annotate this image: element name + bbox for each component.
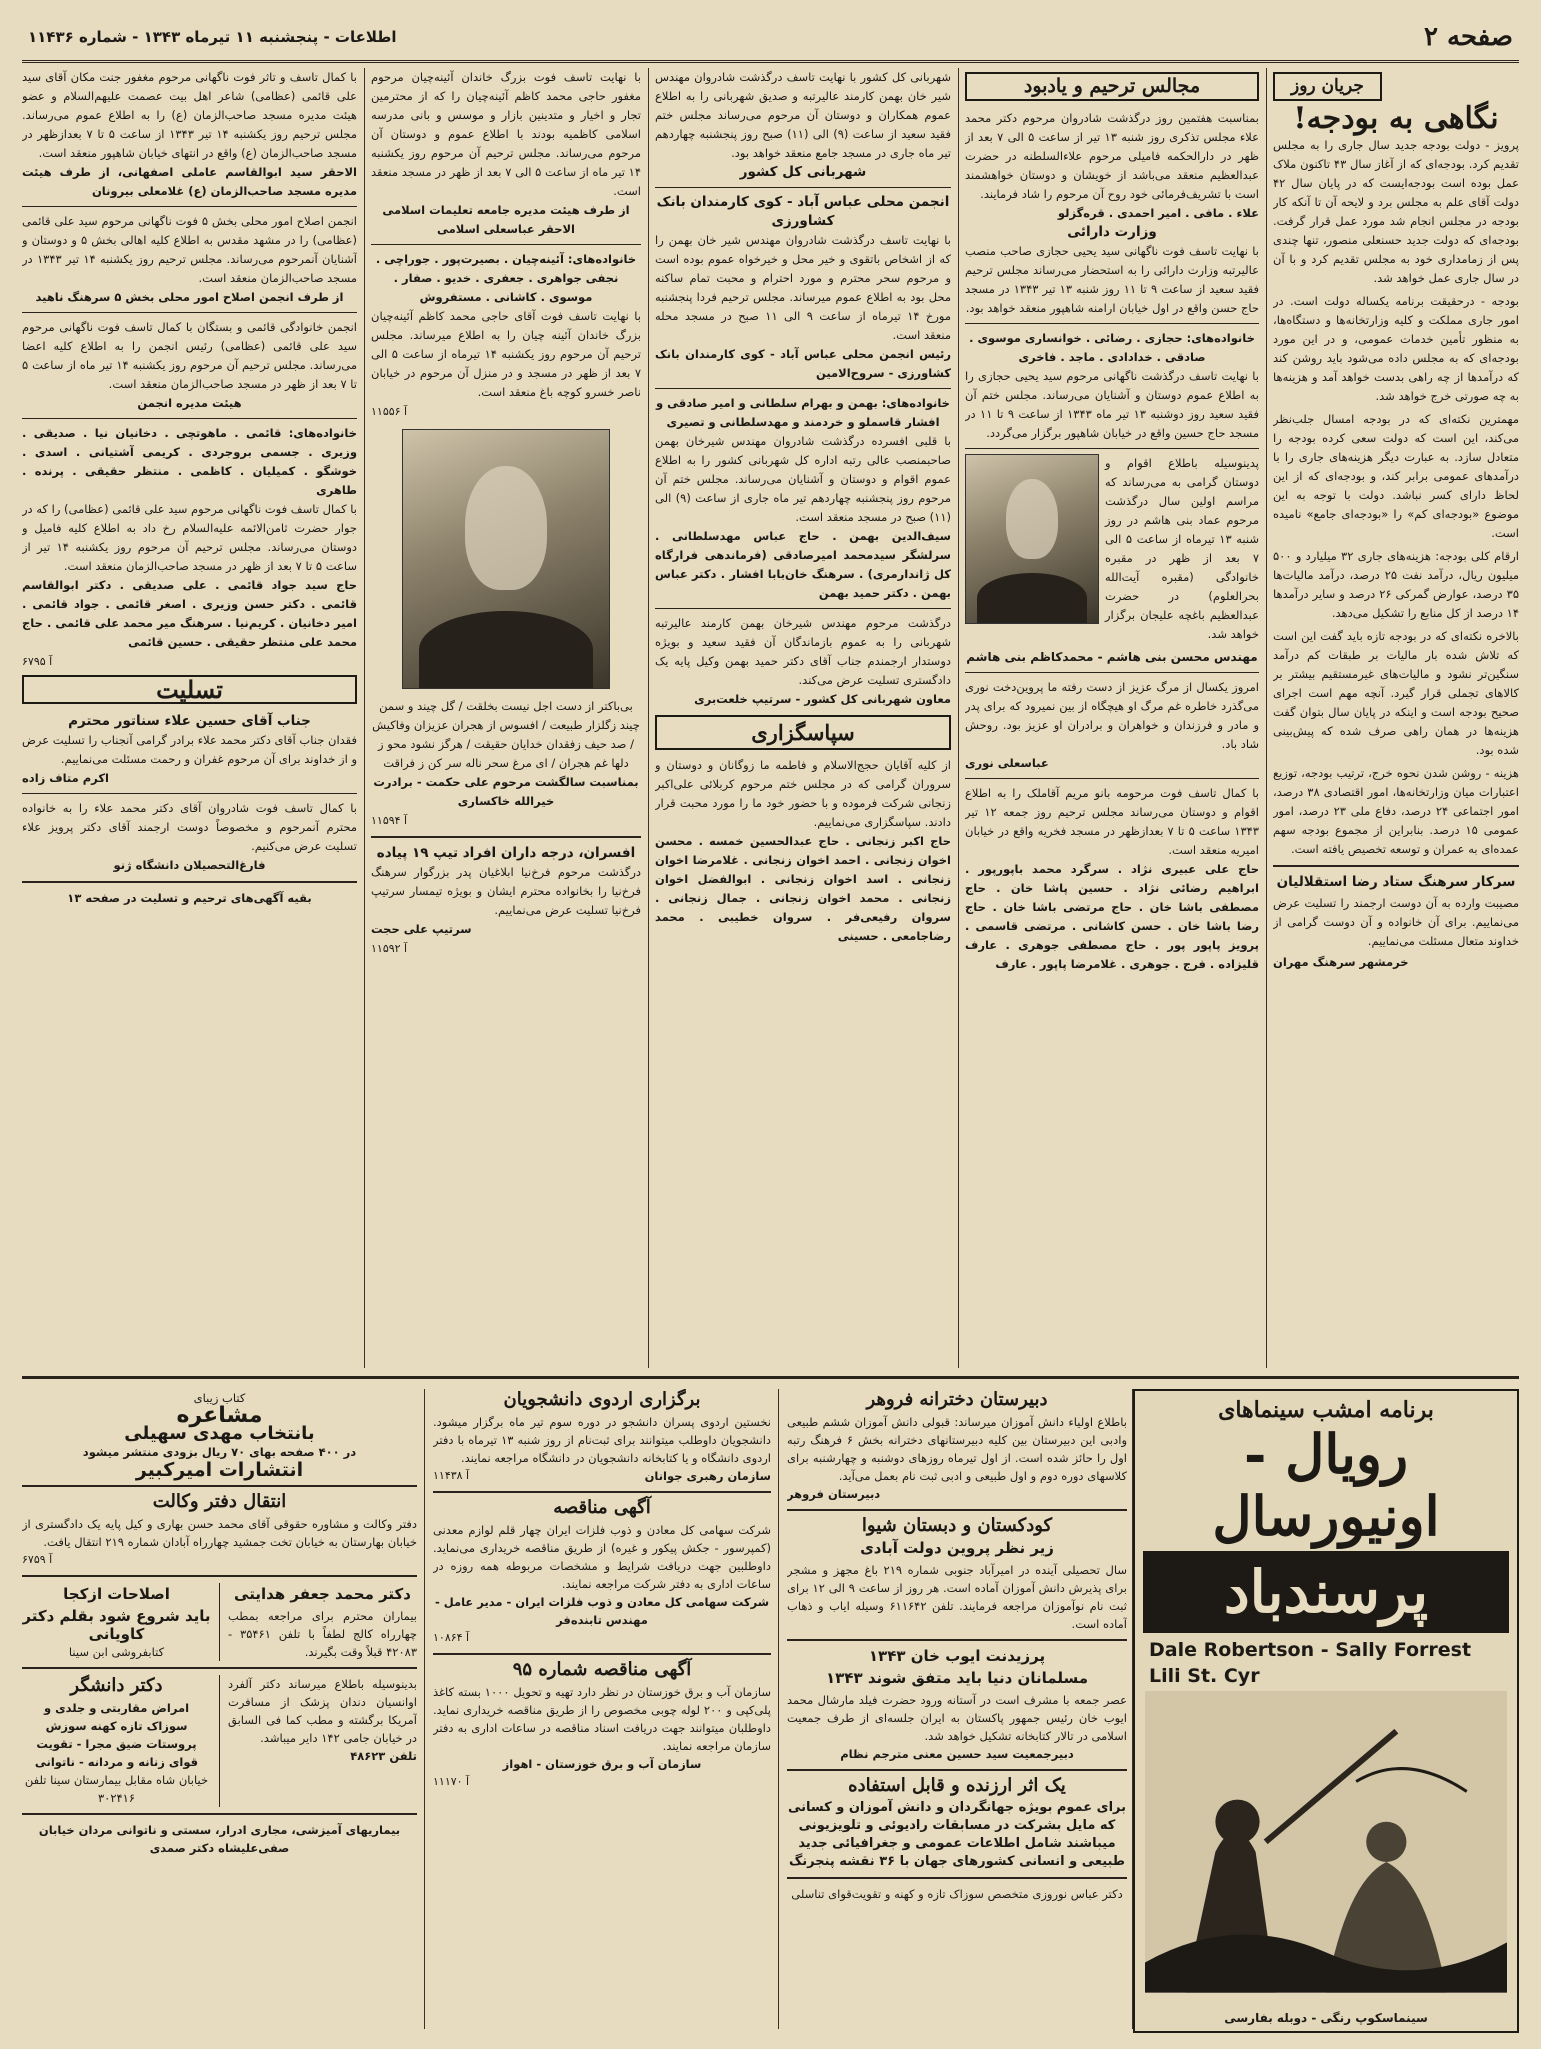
- ad-title: دکتر دانشگر: [70, 1675, 163, 1696]
- column-rule: [958, 68, 959, 1368]
- divider: [965, 448, 1259, 449]
- notice-signature: اکرم متاف زاده: [22, 771, 109, 785]
- notice-heading: خانواده‌های: بهمن و بهرام سلطانی و امیر صادقی و افشار قاسملو و خردمند و مهدسلطانی و تصیری: [656, 396, 950, 429]
- divider: [22, 793, 357, 794]
- ad-signature: سازمان رهبری جوانان: [644, 1469, 771, 1483]
- ads-column-schools: [787, 1389, 1127, 2029]
- column-rule: [364, 68, 365, 1368]
- notice-heading: خانواده‌های: قائمی . ماهوتچی . دخانیان نیا . صدیقی . وزیری . جسمی بروجردی . کریمی آشتیانی . اسدی . خوشگو . کمیلیان . کاظمی . منتظر حقیقی . پرنده . طاهری: [22, 426, 357, 497]
- notice-signature: علاء . مافی . امیر احمدی . قره‌گزلو: [1057, 206, 1259, 220]
- ad-signature: دبیرستان فروهر: [787, 1487, 881, 1501]
- ad-title: یک اثر ارزنده و قابل استفاده: [848, 1775, 1066, 1796]
- column-rule: [778, 1389, 779, 2029]
- divider: [787, 1509, 1127, 1511]
- ad-code: ۱۱۵۹۴ آ: [371, 814, 408, 827]
- portrait-photo: [965, 454, 1099, 624]
- ad-subtitle: زیر نظر پروین دولت آبادی: [860, 1539, 1054, 1557]
- notice-body: انجمن خانوادگی قائمی و بستگان با کمال تاسف فوت ناگهانی مرحوم سید علی قائمی (عظامی) رئیس انجمن را به اطلاع کلیه اعضا می‌رساند. مجلس ترحیم آن مرحوم روز یکشنبه ۱۴ تیر ماه از ساعت ۵ تا ۷ بعد از ظهر در مسجد صاحب‌الزمان منعقد است.: [22, 320, 357, 391]
- memorial-poem: بی‌باکتر از دست اجل نیست بخلقت / گل چیند و سمن چیند زگلزار طبیعت / افسوس از هجران عزیزان وفاکیش / صد حیف زفقدان خدایان حقیقت / هرگز نشود محو ز دلها غم هجران / ای مرغ سحر ناله سر کن ز فراقت: [372, 699, 640, 770]
- divider: [965, 323, 1259, 324]
- notice-body: با نهایت تاسف فوت ناگهانی سید یحیی حجازی صاحب منصب عالیرتبه وزارت دارائی را به استحضار می‌رساند مجلس ترحیم فقید سعید از ساعت ۹ تا ۱۱ روز شنبه ۱۳ تیر ۱۳۴۳ در مسجد حاج حسن واقع در اول خیابان ارامنه شاهپور منعقد خواهد بود.: [965, 244, 1259, 315]
- section-title-thanks: سپاسگزاری: [655, 715, 951, 750]
- notice-body: مصیبت وارده به آن دوست ارجمند را تسلیت عرض می‌نماییم. برای آن خانواده و آن دوست گرامی از خداوند متعال مسئلت می‌نماییم.: [1273, 896, 1519, 948]
- ad-title: انتقال دفتر وکالت: [152, 1491, 287, 1512]
- ad-body: دفتر وکالت و مشاوره حقوقی آقای محمد حسن بهاری و کیل پایه یک دادگستری از خیابان بهارستان به خیابان تخت جمشید چهارراه آبادان شماره ۲۱۹ انتقال یافت.: [22, 1517, 417, 1549]
- notice-signature: فارغ‌التحصیلان دانشگاه ژنو: [113, 858, 266, 872]
- divider: [371, 244, 641, 245]
- notice-signature: حاج سید جواد قائمی . علی صدیقی . دکتر ابوالقاسم قائمی . دکتر حسن وزیری . اصغر قائمی . جواد قائمی . امیر دخانیان . کریم‌نیا . سرهنگ میر محمد علی قائمی . حاج محمد علی منتظر حقیقی . حسین قائمی: [22, 578, 357, 649]
- ad-code: ۱۱۵۹۲ آ: [371, 942, 408, 955]
- ad-title: پرزیدنت ایوب خان ۱۳۴۳: [868, 1647, 1046, 1665]
- ad-code: ۱۰۸۶۴ آ: [433, 1631, 470, 1644]
- divider: [787, 1877, 1127, 1879]
- notice-body: فقدان جناب آقای دکتر محمد علاء برادر گرامی آنجناب را تسلیت عرض و از خداوند برای آن مرحوم غفران و رحمت مسئلت می‌نماییم.: [22, 733, 357, 766]
- page-number: صفحه ۲: [1424, 22, 1513, 52]
- ad-signature: شرکت سهامی کل معادن و ذوب فلزات ایران - مدیر عامل - مهندس تابنده‌فر: [434, 1595, 770, 1627]
- doctor-ad: [22, 1675, 211, 1807]
- notice-body: با کمال تاسف فوت مرحومه بانو مریم آقاملک را به اطلاع اقوام و دوستان می‌رساند مجلس ترحیم روز جمعه ۱۲ تیر ۱۳۴۳ ساعت ۵ تا ۷ بعدازظهر در مسجد فخریه واقع در خیابان امیریه منعقد است.: [965, 786, 1259, 857]
- divider: [1273, 865, 1519, 867]
- film-poster-illustration: [1145, 1691, 1507, 1993]
- ad-body: شرکت سهامی کل معادن و ذوب فلزات ایران چهار قلم لوازم معدنی (کمپرسور - جکش پیکور و غیره) از طریق مناقصه خریداری می‌نماید. داوطلبین جهت دریافت شرایط و مشخصات مربوطه همه روزه در ساعات اداری به دفتر شرکت مراجعه نمایند.: [433, 1523, 771, 1591]
- dentist-ad: [228, 1675, 417, 1807]
- ad-body: عصر جمعه با مشرف است در آستانه ورود حضرت فیلد مارشال محمد ایوب خان رئیس جمهور پاکستان به ایران جلسه‌ای از طرف جمعیت اسلامی در تالار کتابخانه تشکیل خواهد شد.: [787, 1693, 1127, 1743]
- ad-code: ۱۱۵۵۶ آ: [371, 405, 408, 418]
- notice-signature: بمناسبت سالگشت مرحوم علی حکمت - برادرت خیرالله خاکساری: [373, 775, 639, 808]
- ad-address: خیابان شاه مقابل بیمارستان سینا تلفن ۳۰۲۴۱۶: [24, 1773, 209, 1805]
- ad-code: ۶۷۹۵ آ: [22, 655, 53, 668]
- divider: [22, 1813, 417, 1815]
- advertisement-section: [22, 1376, 1519, 2037]
- ad-title: آگهی مناقصه: [553, 1497, 651, 1518]
- cinema-names: رویال - اونیورسال: [1212, 1422, 1440, 1548]
- notice-signature: سیف‌الدین بهمن . حاج عباس مهدسلطانی . سرلشگر سیدمحمد امیرصادقی (فرماندهی فرارگاه کل ژاندارمری) . سرهنگ خان‌بابا افشار . دکتر عباس بهمن . دکتر حمید بهمن: [655, 529, 951, 600]
- notice-heading: خانواده‌های: آئینه‌چیان . بصیرت‌پور . جوراچی . نجفی جواهری . جعفری . خدیو . صفار . موسوی . کاشانی . مستفروش: [375, 252, 637, 304]
- ad-signature: دبیرجمعیت سید حسین معنی مترجم نظام: [840, 1747, 1074, 1761]
- notice-signature: معاون شهربانی کل کشور - سرتیپ خلعت‌بری: [694, 692, 951, 706]
- divider: [965, 778, 1259, 779]
- notice-heading: انجمن محلی عباس آباد - کوی کارمندان بانک کشاورزی: [656, 194, 950, 229]
- notice-body: با نهایت تاسف درگذشت ناگهانی مرحوم سید یحیی حجازی را به اطلاع عموم دوستان و آشنایان می‌رساند. مجلس ختم آن فقید سعید روز دوشنبه ۱۳ تیر ماه ۱۳۴۳ از ساعت ۹ تا ۱۱ در مسجد حاج حسین واقع در خیابان شاهپور برگزار می‌گردد.: [965, 369, 1259, 440]
- column-rule: [648, 68, 649, 1368]
- ad-title: دبیرستان دخترانه فروهر: [866, 1389, 1048, 1410]
- column-memorials: [965, 68, 1259, 1368]
- ad-title: کودکستان و دبستان شیوا: [861, 1515, 1053, 1536]
- cinema-advertisement: [1133, 1389, 1519, 2033]
- notice-body: با قلبی افسرده درگذشت شادروان مهندس شیرخان بهمن صاحبمنصب عالی رتبه اداره کل شهربانی کشور را به اطلاع عموم اقوام و دوستان و آشنایان می‌رساند. مجلس ختم آن مرحوم روز پنجشنبه چهاردهم تیر ماه جاری از ساعت (۹) الی (۱۱) صبح در مسجد منعقد است.: [655, 434, 951, 524]
- continuation-note: بقیه آگهی‌های ترحیم و تسلیت در صفحه ۱۳: [67, 891, 312, 905]
- notice-signature: سرتیپ علی حجت: [371, 922, 472, 936]
- notice-body: با کمال تاسف فوت شادروان آقای دکتر محمد علاء را به خانواده محترم آنمرحوم و مخصوصاً دوست ارجمند آقای دکتر پرویز علاء تسلیت عرض می‌کنیم.: [22, 801, 357, 853]
- ad-title: کتاب زیبای: [193, 1391, 246, 1405]
- divider: [433, 1491, 771, 1493]
- divider: [655, 187, 951, 188]
- portrait-photo: [402, 429, 610, 689]
- ad-body: سازمان آب و برق خوزستان در نظر دارد تهیه و تحویل ۱۰۰۰ بسته کاغذ پلی‌کپی و ۲۰۰ لوله چوبی مخصوص را از طریق مناقصه خریداری نماید. داوطلبان میتوانند جهت دریافت اسناد مناقصه در ساعات اداری به دفتر سازمان مراجعه نمایند.: [433, 1685, 771, 1753]
- notice-body: بمناسبت هفتمین روز درگذشت شادروان مرحوم دکتر محمد علاء مجلس تذکری روز شنبه ۱۳ تیر از ساعت ۵ الی ۷ بعد از ظهر در دارالحکمه فامیلی مرحوم علاءالسلطنه در حضرت عبدالعظیم منعقد می‌باشد از خویشان و دوستان خواهشمند است با تشریف‌فرمائی خود روح آن مرحوم را شاد فرمایند.: [965, 111, 1259, 201]
- paragraph: بودجه - درحقیقت برنامه یکساله دولت است. در امور جاری مملکت و کلیه وزارتخانه‌ها و دستگاه‌ها، به منظور تأمین خدمات عمومی، و در این مورد بودجه‌ای که به مجلس داده می‌شود باید روشن کند که درآمدها از چه راهی بدست خواهد آمد و هزینه‌ها به چه صورتی خرج خواهد شد.: [1273, 294, 1519, 403]
- ad-body: بدینوسیله باطلاع میرساند دکتر آلفرد اوانسیان دندان پزشک از مسافرت آمریکا برگشته و مطب کما فی السابق در خیابان جامی ۱۴۲ دایر میباشد.: [228, 1677, 417, 1745]
- cinema-program-title: برنامه امشب سینماهای: [1218, 1397, 1434, 1423]
- ad-body: باید شروع شود بقلم دکتر کاویانی: [22, 1607, 211, 1643]
- photo-notice: [965, 454, 1259, 644]
- ad-code: ۱۱۴۳۸ آ: [433, 1469, 470, 1482]
- notice-body: درگذشت مرحوم مهندس شیرخان بهمن کارمند عالیرتبه شهربانی را به عموم بازماندگان آن فقید سعید و بویژه دوستدار ارجمندم جناب آقای دکتر حمید بهمن وکیل پایه یک دادگستری تسلیت عرض می‌کند.: [655, 616, 951, 687]
- ad-title: دکتر محمد جعفر هدایتی: [234, 1585, 411, 1603]
- notice-signature: عباسعلی نوری: [965, 756, 1049, 770]
- notice-body: امروز یکسال از مرگ عزیز از دست رفته ما پروین‌دخت نوری می‌گذرد خاطره غم مرگ او هیچگاه از بین نمیرود که برای پدر و مادر و فرزندان و خواهران و برادران او عزیز بود. روحش شاد باد.: [965, 680, 1259, 751]
- ad-body: در ۴۰۰ صفحه بهای ۷۰ ریال بزودی منتشر میشود: [82, 1445, 357, 1459]
- film-note: سینماسکوپ رنگی - دوبله بفارسی: [1224, 2011, 1428, 2025]
- notice-body: درگذشت مرحوم فرخ‌نیا ابلاغیان پدر بزرگوار سرهنگ فرخ‌نیا را بخانواده محترم ایشان و بویژه تیمسار سرتیپ فرخ‌نیا تسلیت عرض می‌نماییم.: [371, 865, 641, 917]
- masthead: [22, 14, 1519, 63]
- divider: [22, 1667, 417, 1669]
- divider: [433, 1653, 771, 1655]
- notice-signature: الاحقر سید ابوالقاسم عاملی اصفهانی، از طرف هیئت مدیره مسجد صاحب‌الزمان (ع) غلامعلی بیرونان: [22, 165, 357, 198]
- ad-body: امراض مقاربتی و جلدی و سوزاک تازه کهنه سوزش پروستات ضیق مجرا - تقویت قوای زنانه و مردانه - ناتوانی: [34, 1701, 199, 1769]
- column-family-notices: [371, 68, 641, 1368]
- ad-title: برگزاری اردوی دانشجویان: [503, 1389, 701, 1410]
- divider: [787, 1639, 1127, 1641]
- notice-body: با نهایت تاسف فوت بزرگ خاندان آئینه‌چیان مرحوم مغفور حاجی محمد کاظم آئینه‌چیان را که از محترمین تجار و اخیار و متدینین بازار و موسس و بانی مدرسه اسلامی کاظمیه بودند با اطلاع عموم و دوستان آن مرحوم می‌رساند. مجلس ترحیم آن مرحوم روز یکشنبه ۱۴ تیر ماه از ساعت ۵ الی ۷ بعد از ظهر در مسجد منعقد است.: [371, 70, 641, 198]
- section-label: جریان روز: [1273, 72, 1382, 101]
- headline: نگاهی به بودجه!: [1293, 101, 1499, 136]
- column-condolences: [22, 68, 357, 1368]
- paragraph: بالاخره نکته‌ای که در بودجه تازه باید گفت این است که تلاش شده بار مالیات بر طبقات کم درآمد سنگین‌تر نشود و مالیات‌های غیرمستقیم بیشتر بر کالاهای تجملی قرار گیرد. آنچه مهم است اجرای صحیح بودجه است و اینکه در پایان سال بتوان گفت هزینه‌ها در همان راهی صرف شده که پیش‌بینی شده بود.: [1273, 629, 1519, 757]
- notice-body: با نهایت تاسف درگذشت شادروان مهندس شیر خان بهمن را که از اشخاص باتقوی و خیر محل و خیرخواه عموم بوده است و مرحوم سحر محترم و مورد احترام و محبت تمام ساکنه محل بود به اطلاع عموم میرساند. مجلس ترحیم فردا پنجشنبه مورخ ۱۴ تیرماه از ساعت ۹ الی ۱۱ صبح در مسجد محله منعقد است.: [655, 233, 951, 342]
- notice-body: با کمال تاسف فوت ناگهانی مرحوم سید علی قائمی (عظامی) را که در جوار حضرت ثامن‌الائمه علیه‌السلام رخ داد به اطلاع کلیه فامیل و دوستان می‌رساند. مجلس ترحیم آن مرحوم روز یکشنبه ۱۴ تیر از ساعت ۵ تا ۷ بعد از ظهر در مسجد صاحب‌الزمان منعقد است.: [22, 502, 357, 573]
- cast-line: Dale Robertson - Sally Forrest: [1149, 1639, 1472, 1661]
- notice-heading: افسران، درجه داران افراد تیپ ۱۹ پیاده: [376, 845, 636, 861]
- ad-title: اصلاحات ازکجا: [63, 1585, 170, 1603]
- article-columns: [22, 68, 1519, 1368]
- divider: [655, 388, 951, 389]
- divider: [965, 672, 1259, 673]
- ads-column-tenders: [433, 1389, 771, 2029]
- book-title: مشاعره: [176, 1403, 263, 1428]
- ad-phone: تلفن ۴۸۶۲۳: [350, 1749, 417, 1763]
- notice-title: سرکار سرهنگ ستاد رضا استقلالیان: [1276, 874, 1516, 890]
- publisher: کتابفروشی ابن سینا: [68, 1645, 165, 1659]
- notice-heading: خانواده‌های: حجازی . رضائی . خوانساری موسوی . صادقی . خدادادی . ماجد . فاخری: [969, 331, 1255, 364]
- notice-body: شهربانی کل کشور با نهایت تاسف درگذشت شادروان مهندس شیر خان بهمن کارمند عالیرتبه و صدیق شهربانی را به اطلاع عموم همکاران و دوستان آن مرحوم می‌رساند مجلس ختم فقید سعید از ساعت (۹) الی (۱۱) صبح روز پنجشنبه چهاردهم تیر ماه جاری در مسجد جامع منعقد خواهد بود.: [655, 70, 951, 160]
- notice-signature: خرمشهر سرهنگ مهران: [1273, 955, 1409, 969]
- ad-title: آگهی مناقصه شماره ۹۵: [512, 1659, 692, 1680]
- ad-footer: دکتر عباس نوروزی متخصص سوزاک تازه و کهنه و تقویت‌قوای تناسلی: [791, 1887, 1123, 1901]
- divider: [371, 836, 641, 838]
- ad-body: سال تحصیلی آینده در امیرآباد جنوبی شماره ۲۱۹ باغ مجهز و مشجر برای پذیرش دانش آموزان آماده است. هر روز از ساعت ۹ الی ۱۲ برای ثبت نام نوآموزان مراجعه فرمایند. تلفن ۶۱۱۶۴۲ وسیله ایاب و ذهاب آماده است.: [787, 1563, 1127, 1631]
- divider: [22, 1485, 417, 1487]
- ad-code: ۶۷۵۹ آ: [22, 1553, 53, 1566]
- ad-body: نخستین اردوی پسران دانشجو در دوره سوم تیر ماه برگزار میشود. دانشجویان داوطلب میتوانند برای ثبت‌نام از روز شنبه ۱۳ تیرماه با دفتر اردوی دانشگاه و یا کتابخانه دانشجویان در دانشگاه مراجعه نمایند.: [433, 1415, 771, 1465]
- notice-body: پدینوسیله باطلاع اقوام و دوستان گرامی به می‌رساند که مراسم اولین سال درگذشت مرحوم عماد بنی هاشم در روز شنبه ۱۳ تیرماه از ساعت ۵ الی ۷ بعد از ظهر در مقبره خانوادگی (مقبره آیت‌الله بحرالعلوم) در حضرت عبدالعظیم باغچه علیجان برگزار خواهد شد.: [1105, 456, 1259, 641]
- divider: [22, 312, 357, 313]
- column-rule: [1132, 1389, 1133, 2029]
- notice-body: با نهایت تاسف فوت آقای حاجی محمد کاظم آئینه‌چیان بزرگ خاندان آئینه چیان را به اطلاع میرساند. مجلس ترحیم آن مرحوم روز یکشنبه ۱۴ تیرماه از ساعت ۵ الی ۷ بعد از ظهر در مسجد و در منزل آن مرحوم در خیابان ناصر خسرو کوچه باغ منعقد است.: [371, 309, 641, 399]
- notice-heading: جناب آقای حسین علاء سناتور محترم: [68, 713, 311, 729]
- notice-body: انجمن اصلاح امور محلی بخش ۵ فوت ناگهانی مرحوم سید علی قائمی (عظامی) را در مشهد مقدس به اطلاع کلیه اهالی بخش ۵ و دوستان و آشنایان آنمرحوم می‌رساند. مجلس ترحیم روز یکشنبه ۱۴ تیر ۱۳۴۳ در مسجد صاحب‌الزمان منعقد است.: [22, 214, 357, 285]
- notice-heading: وزارت دارائی: [1067, 224, 1157, 240]
- column-rule: [424, 1389, 425, 2029]
- notice-signature: رئیس انجمن محلی عباس آباد - کوی کارمندان بانک کشاورزی - سروح‌الامین: [655, 347, 951, 380]
- divider: [655, 608, 951, 609]
- notice-signature: شهربانی کل کشور: [739, 164, 867, 180]
- paragraph: مهمترین نکته‌ای که در بودجه امسال جلب‌نظر می‌کند، این است که دولت سعی کرده بودجه را متعادل سازد. به عبارت دیگر هزینه‌های جاری را با درآمدهای عمومی برابر کند، و بودجه‌ای که از این لحاظ دارای کسر نباشد. دولت با توجه به این موضوع «بودجه‌ای کم» را «بودجه‌ای جامع» نامیده است.: [1273, 412, 1519, 540]
- cast-line: Lili St. Cyr: [1149, 1665, 1260, 1687]
- notice-body: از کلیه آقایان حجج‌الاسلام و فاطمه ما زوگانان و دوستان و سروران گرامی که در مجلس ختم مرحوم کربلائی علی‌اکبر زنجانی شرکت فرموده و با حضور خود ما را مورد محبت قرار دادند. سپاسگزاری می‌نماییم.: [655, 758, 951, 829]
- ad-body: باطلاع اولیاء دانش آموزان میرساند: قبولی دانش آموزان ششم طبیعی وادبی این دبیرستان بین کلیه دبیرستانهای دخترانه بخش ۶ فرهنگ رتبه اول را حائز شده است. از اول تیرماه روزهای دوشنبه و چهارشنبه برای کلاسهای دوره دوم و اول طبیعی و ادبی ثبت نام بعمل می‌آید.: [787, 1415, 1127, 1483]
- paragraph: هزینه - روشن شدن نحوه خرج، ترتیب بودجه، توزیع اعتبارات میان وزارتخانه‌ها، امور اقتصادی ۳۸ درصد، امور اجتماعی ۲۴ درصد، دفاع ملی ۲۳ درصد، امور عمومی ۱۵ درصد. بنابراین از مجموع بودجه سهم عمده‌ای به عمران و توسعه تخصیص یافته است.: [1273, 766, 1519, 856]
- book-author: بانتخاب مهدی سهیلی: [124, 1423, 315, 1444]
- section-title-condolence: تسلیت: [22, 675, 357, 704]
- film-title: پرسندباد: [1143, 1551, 1509, 1633]
- column-police-notices: [655, 68, 951, 1368]
- divider: [787, 1769, 1127, 1771]
- divider: [22, 206, 357, 207]
- doctor-ad: [228, 1583, 417, 1661]
- notice-body: با کمال تاسف و تاثر فوت ناگهانی مرحوم مغفور جنت مکان آقای سید علی قائمی (عظامی) شاعر اهل بیت عصمت علیهم‌السلام و عضو هیئت مدیره مسجد صاحب‌الزمان (ع) را به اطلاع عموم می‌رساند. مجلس ترحیم روز یکشنبه ۱۴ تیر ۱۳۴۳ از ساعت ۵ تا ۷ بعدازظهر در مسجد صاحب‌الزمان (ع) واقع در انتهای خیابان شاهپور منعقد است.: [22, 70, 357, 160]
- section-title-memorials: مجالس ترحیم و یادبود: [965, 72, 1259, 101]
- ad-footer: بیماریهای آمیزشی، مجاری ادرار، سستی و ناتوانی مردان خیابان صفی‌علیشاه دکتر صمدی: [38, 1823, 401, 1855]
- paragraph: ارقام کلی بودجه: هزینه‌های جاری ۳۲ میلیارد و ۵۰۰ میلیون ریال، درآمد نفت ۲۵ درصد، درآمد مالیات‌ها ۳۵ درصد، عوارض گمرکی ۲۶ درصد و سایر درآمدها ۱۴ درصد از کل منابع را تشکیل می‌دهد.: [1273, 549, 1519, 620]
- ad-body: بیماران محترم برای مراجعه بمطب چهارراه کالج لطفاً با تلفن ۳۵۴۶۱ - ۴۲۰۸۳ قبلاً وقت بگیرند.: [228, 1609, 417, 1659]
- notice-signature: هیئت مدیره انجمن: [137, 396, 242, 410]
- ad-body: برای عموم بویژه جهانگردان و دانش آموزان و کسانی که مایل بشرکت در مسابقات رادیوئی و تلویزیونی میباشند شامل اطلاعات عمومی و جغرافیائی جدید طبیعی و انسانی کشورهای جهان با ۳۶ نقشه پنجرنگ: [787, 1800, 1127, 1869]
- notice-signature: حاج علی عبیری نژاد . سرگرد محمد باپورپور . ابراهیم رضائی نژاد . حسین پاشا خان . حاج مصطفی باشا خان . حاج مرتضی باشا خان . حاج رضا باشا خان . حسن کاشانی . مرتضی قاسمی . پرویز پاپور پور . حاج مصطفی جوهری . عارف قلیزاده . فرج . جوهری . غلامرضا پاپور . عارف: [965, 862, 1259, 971]
- column-current-affairs: [1273, 68, 1519, 1368]
- dateline: اطلاعات - پنجشنبه ۱۱ تیرماه ۱۳۴۳ - شماره ۱۱۴۳۶: [28, 28, 397, 46]
- divider: [22, 418, 357, 419]
- divider: [22, 881, 357, 883]
- ads-column-small: [22, 1389, 417, 2029]
- book-ad: [22, 1583, 211, 1661]
- newspaper-page: [22, 14, 1519, 2035]
- publisher: انتشارات امیرکبیر: [135, 1459, 304, 1481]
- ad-signature: سازمان آب و برق خوزستان - اهواز: [502, 1757, 702, 1771]
- notice-signature: حاج اکبر زنجانی . حاج عبدالحسین خمسه . محسن اخوان زنجانی . احمد اخوان زنجانی . غلامرضا اخوان زنجانی . اسد اخوان زنجانی . ابوالفضل اخوان زنجانی . محمد اخوان زنجانی . جمال زنجانی . سروان رفیعی‌فر . سروان خطیبی . محمد رضاجامعی . حسینی: [655, 834, 951, 943]
- paragraph: پرویز - دولت بودجه جدید سال جاری را به مجلس تقدیم کرد. بودجه‌ای که از آغاز سال ۴۳ تاکنون ملاک عمل بوده است بودجه‌ایست که در پایان سال ۴۲ دولت آقای علم به مجلس برد و لایحه آن تا آنکه کار بودجه در مجلس انجام شد مورد عمل قرار گرفت. بودجه‌ای که دولت جدید حسنعلی منصور، تنها چندی پس از زمامداری خود به مجلس تقدیم کرد و با آن در سال جاری عمل خواهد شد.: [1273, 138, 1519, 285]
- ad-subtitle: مسلمانان دنیا باید متفق شوند ۱۳۴۳: [826, 1669, 1088, 1687]
- ad-code: ۱۱۱۷۰ آ: [433, 1775, 470, 1788]
- notice-signature: از طرف انجمن اصلاح امور محلی بخش ۵ سرهنگ ناهید: [35, 290, 344, 304]
- notice-signature: از طرف هیئت مدیره جامعه تعلیمات اسلامی الاحقر عباسعلی اسلامی: [382, 203, 630, 236]
- column-rule: [1266, 68, 1267, 1368]
- divider: [22, 1575, 417, 1577]
- photo-caption: مهندس محسن بنی هاشم - محمدکاظم بنی هاشم: [966, 650, 1258, 664]
